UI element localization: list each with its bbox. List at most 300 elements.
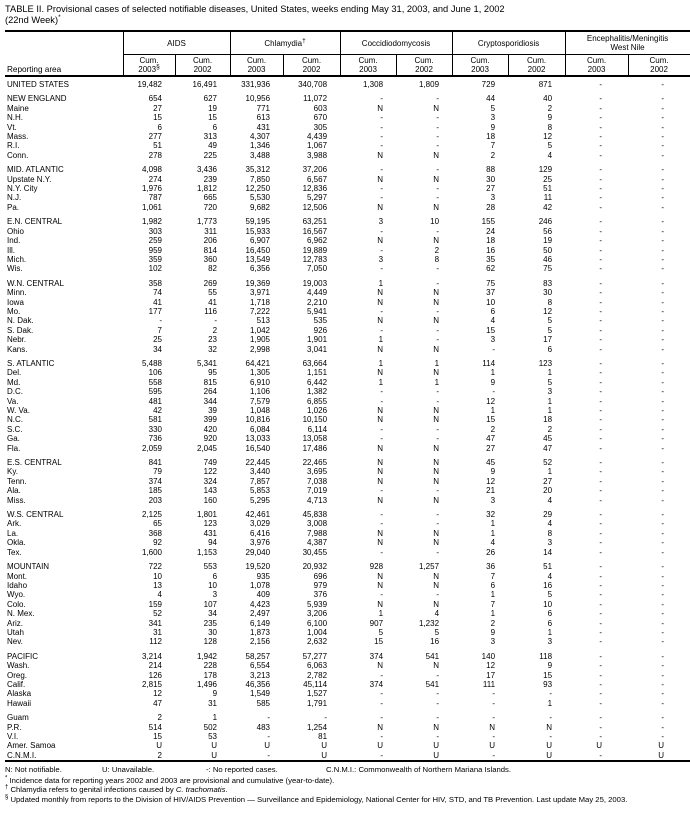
value-cell: - — [599, 344, 603, 354]
value-cell: - — [661, 495, 665, 505]
state-row — [5, 689, 690, 698]
value-cell: - — [436, 141, 440, 151]
value-cell: 4 — [547, 571, 553, 581]
state-row — [5, 298, 690, 307]
value-cell: 928 — [369, 562, 384, 572]
value-cell: - — [436, 698, 440, 708]
value-cell: - — [599, 510, 603, 520]
reporting-area-cell: Mont. — [7, 571, 28, 581]
value-cell: 203 — [148, 495, 162, 505]
value-cell: 62 — [486, 264, 496, 274]
value-cell: - — [380, 226, 384, 236]
value-cell: 603 — [313, 103, 328, 113]
value-cell: N — [377, 580, 384, 590]
value-cell: 553 — [203, 562, 218, 572]
value-cell: 4 — [490, 316, 496, 326]
value-cell: - — [599, 150, 603, 160]
value-cell: 7,579 — [249, 396, 271, 406]
value-cell: - — [267, 713, 271, 723]
value-cell: 9 — [490, 122, 496, 132]
value-cell: - — [599, 627, 603, 637]
reporting-area-cell: Md. — [7, 377, 21, 387]
value-cell: 3,436 — [196, 165, 218, 175]
value-cell: 3 — [212, 590, 218, 600]
value-cell: 11 — [543, 193, 553, 203]
value-cell: 30,455 — [302, 547, 328, 557]
value-cell: 6 — [212, 571, 218, 581]
value-cell: 49 — [208, 141, 218, 151]
reporting-area-cell: MID. ATLANTIC — [7, 165, 64, 175]
value-cell: - — [324, 713, 328, 723]
value-cell: 3 — [490, 637, 496, 647]
value-cell: 10 — [208, 580, 218, 590]
value-cell: 4,423 — [249, 599, 271, 609]
value-cell: 41 — [153, 297, 162, 307]
column-header-coccidiodomycosis-2003: Cum. 2003 — [340, 55, 396, 77]
value-cell: 6,114 — [307, 424, 328, 434]
value-cell: 595 — [148, 387, 162, 397]
reporting-area-cell: E.N. CENTRAL — [7, 217, 63, 227]
value-cell: 129 — [538, 165, 553, 175]
value-cell: N — [433, 415, 440, 425]
state-row — [5, 132, 690, 141]
value-cell: 13,058 — [302, 434, 328, 444]
reporting-area-cell: Conn. — [7, 150, 29, 160]
reporting-area-cell: Ark. — [7, 519, 22, 529]
value-cell: 358 — [148, 278, 162, 288]
value-cell: - — [661, 193, 665, 203]
value-cell: N — [377, 528, 384, 538]
state-row — [5, 425, 690, 434]
value-cell: 15 — [208, 113, 218, 123]
value-cell: 9 — [212, 689, 218, 699]
value-cell: 483 — [256, 722, 271, 732]
value-cell: 1,346 — [249, 141, 271, 151]
value-cell: - — [599, 132, 603, 142]
value-cell: 1,048 — [249, 406, 271, 415]
value-cell: N — [433, 458, 440, 468]
value-cell: 64,421 — [245, 358, 271, 368]
value-cell: 3,695 — [307, 467, 328, 477]
value-cell: U — [596, 741, 603, 751]
value-cell: - — [661, 174, 665, 184]
value-cell: U — [433, 741, 440, 751]
value-cell: 1 — [547, 406, 553, 415]
value-cell: 4 — [547, 495, 553, 505]
value-cell: 15 — [486, 415, 496, 425]
value-cell: N — [377, 288, 384, 298]
value-cell: - — [549, 732, 553, 741]
reporting-area-cell: Wis. — [7, 264, 23, 274]
value-cell: 926 — [313, 325, 328, 335]
value-cell: - — [661, 335, 665, 345]
value-cell: 1,801 — [196, 510, 218, 520]
value-cell: 585 — [256, 698, 271, 708]
reporting-area-cell: Ala. — [7, 486, 21, 496]
value-cell: 9,682 — [249, 202, 271, 212]
value-cell: - — [599, 406, 603, 415]
value-cell: N — [433, 599, 440, 609]
reporting-area-cell: PACIFIC — [7, 651, 38, 661]
value-cell: 7,019 — [307, 486, 328, 496]
legend-item: -: No reported cases. — [206, 765, 278, 775]
value-cell: 12,783 — [302, 254, 328, 264]
value-cell: N — [433, 316, 440, 326]
value-cell: 558 — [148, 377, 162, 387]
value-cell: 10 — [486, 297, 496, 307]
value-cell: - — [436, 547, 440, 557]
value-cell: 10 — [543, 599, 553, 609]
value-cell: 24 — [486, 226, 496, 236]
group-header-cryptosporidiosis: Cryptosporidiosis — [452, 31, 565, 55]
value-cell: 52 — [543, 458, 553, 468]
value-cell: 2,815 — [141, 679, 162, 689]
value-cell: 6 — [547, 344, 553, 354]
value-cell: - — [436, 94, 440, 104]
reporting-area-cell: W.N. CENTRAL — [7, 278, 64, 288]
state-row — [5, 538, 690, 547]
reporting-area-cell: D.C. — [7, 387, 23, 397]
value-cell: - — [599, 580, 603, 590]
value-cell: 3,206 — [307, 609, 328, 619]
value-cell: 3,029 — [249, 519, 271, 529]
value-cell: - — [599, 590, 603, 600]
value-cell: 5 — [547, 377, 553, 387]
value-cell: - — [436, 434, 440, 444]
value-cell: 12 — [486, 396, 496, 406]
value-cell: - — [599, 528, 603, 538]
value-cell: - — [599, 698, 603, 708]
value-cell: 12,836 — [302, 184, 328, 194]
value-cell: 16 — [543, 580, 553, 590]
value-cell: 228 — [203, 661, 218, 671]
value-cell: U — [264, 741, 271, 751]
value-cell: - — [599, 519, 603, 529]
value-cell: 535 — [313, 316, 328, 326]
value-cell: - — [380, 193, 384, 203]
value-cell: - — [661, 651, 665, 661]
footnote-marker: * — [5, 775, 8, 782]
value-cell: - — [661, 443, 665, 453]
value-cell: 6 — [547, 609, 553, 619]
value-cell: - — [492, 750, 496, 760]
value-cell: - — [661, 132, 665, 142]
value-cell: 27 — [153, 103, 162, 113]
value-cell: 1,026 — [307, 406, 328, 415]
value-cell: 1,718 — [249, 297, 271, 307]
value-cell: 5,488 — [141, 358, 162, 368]
value-cell: - — [661, 202, 665, 212]
value-cell: - — [661, 486, 665, 496]
reporting-area-cell: Nebr. — [7, 335, 27, 345]
value-cell: - — [380, 306, 384, 316]
reporting-area-cell: Maine — [7, 103, 29, 113]
value-cell: 481 — [148, 396, 162, 406]
value-cell: 920 — [203, 434, 218, 444]
footnote-marker: † — [5, 784, 9, 791]
region-row — [5, 510, 690, 519]
value-cell: - — [599, 689, 603, 699]
state-row — [5, 699, 690, 708]
state-row — [5, 529, 690, 538]
value-cell: 1 — [378, 609, 384, 619]
value-cell: 841 — [148, 458, 162, 468]
value-cell: 627 — [203, 94, 218, 104]
value-cell: - — [599, 184, 603, 194]
value-cell: 3 — [490, 495, 496, 505]
value-cell: 8 — [547, 122, 553, 132]
value-cell: - — [380, 325, 384, 335]
state-row — [5, 628, 690, 637]
value-cell: 513 — [256, 316, 271, 326]
reporting-area-cell: Calif. — [7, 679, 26, 689]
value-cell: 45,114 — [303, 679, 328, 689]
value-cell: 16,450 — [245, 245, 271, 255]
reporting-area-cell: Idaho — [7, 580, 28, 590]
value-cell: - — [492, 689, 496, 699]
region-row — [5, 562, 690, 571]
value-cell: - — [599, 713, 603, 723]
value-cell: 22,445 — [245, 458, 271, 468]
value-cell: 235 — [203, 618, 218, 628]
value-cell: - — [380, 590, 384, 600]
value-cell: 331,936 — [241, 80, 271, 89]
value-cell: 1,496 — [196, 679, 218, 689]
value-cell: 1,982 — [141, 217, 162, 227]
value-cell: 6 — [547, 618, 553, 628]
value-cell: 6,855 — [307, 396, 328, 406]
value-cell: - — [380, 750, 384, 760]
value-cell: 106 — [148, 368, 162, 378]
value-cell: 123 — [538, 358, 553, 368]
value-cell: - — [436, 396, 440, 406]
value-cell: 2 — [212, 325, 218, 335]
value-cell: N — [377, 443, 384, 453]
reporting-area-cell: Ohio — [7, 226, 24, 236]
value-cell: - — [599, 443, 603, 453]
value-cell: N — [433, 580, 440, 590]
reporting-area-cell: N.Y. City — [7, 184, 38, 194]
value-cell: 1,004 — [307, 627, 328, 637]
value-cell: - — [599, 467, 603, 477]
value-cell: 28 — [486, 202, 496, 212]
value-cell: 4 — [434, 609, 440, 619]
value-cell: 303 — [148, 226, 162, 236]
table-header — [5, 31, 690, 76]
state-row — [5, 637, 690, 646]
value-cell: 5 — [547, 590, 553, 600]
value-cell: N — [377, 538, 384, 548]
value-cell: 6,356 — [249, 264, 271, 274]
value-cell: 93 — [543, 679, 553, 689]
reporting-area-cell: Va. — [7, 396, 19, 406]
value-cell: 1,942 — [196, 651, 218, 661]
value-cell: 1,873 — [249, 627, 271, 637]
state-row — [5, 661, 690, 670]
value-cell: - — [599, 387, 603, 397]
value-cell: - — [492, 713, 496, 723]
value-cell: 13,549 — [245, 254, 271, 264]
value-cell: 3 — [490, 113, 496, 123]
state-row — [5, 175, 690, 184]
value-cell: - — [661, 184, 665, 194]
value-cell: - — [599, 547, 603, 557]
value-cell: - — [599, 732, 603, 741]
value-cell: 720 — [203, 202, 218, 212]
value-cell: 1 — [490, 609, 496, 619]
value-cell: 5,853 — [249, 486, 271, 496]
value-cell: - — [380, 424, 384, 434]
value-cell: - — [599, 750, 603, 760]
value-cell: 27 — [486, 443, 496, 453]
value-cell: 9 — [490, 377, 496, 387]
value-cell: - — [661, 368, 665, 378]
value-cell: - — [599, 722, 603, 732]
value-cell: - — [661, 590, 665, 600]
value-cell: N — [377, 476, 384, 486]
value-cell: N — [433, 476, 440, 486]
value-cell: - — [599, 358, 603, 368]
state-row — [5, 387, 690, 396]
value-cell: - — [661, 510, 665, 520]
value-cell: N — [433, 467, 440, 477]
legend-item: C.N.M.I.: Commonwealth of Northern Mariana Islands. — [326, 765, 511, 775]
value-cell: - — [661, 679, 665, 689]
value-cell: 736 — [148, 434, 162, 444]
value-cell: 4,098 — [141, 165, 162, 175]
reporting-area-cell: N.J. — [7, 193, 22, 203]
value-cell: 19,889 — [302, 245, 328, 255]
reporting-area-cell: Alaska — [7, 689, 32, 699]
state-row — [5, 378, 690, 387]
value-cell: 1,042 — [249, 325, 271, 335]
value-cell: N — [433, 174, 440, 184]
value-cell: 1 — [547, 467, 553, 477]
value-cell: - — [661, 732, 665, 741]
value-cell: - — [436, 184, 440, 194]
value-cell: 3,041 — [307, 344, 328, 354]
value-cell: - — [661, 637, 665, 647]
value-cell: 128 — [203, 637, 218, 647]
value-cell: U — [658, 741, 665, 751]
value-cell: 2 — [434, 245, 440, 255]
reporting-area-cell: Kans. — [7, 344, 28, 354]
value-cell: 311 — [204, 226, 218, 236]
footnote: * Incidence data for reporting years 2002 and 2003 are provisional and cumulative (year-to-date). — [5, 775, 335, 785]
value-cell: 44 — [486, 94, 496, 104]
value-cell: - — [380, 132, 384, 142]
value-cell: 2,156 — [249, 637, 271, 647]
value-cell: 6,442 — [307, 377, 328, 387]
value-cell: - — [661, 713, 665, 723]
value-cell: 114 — [482, 358, 496, 368]
value-cell: 3,440 — [249, 467, 271, 477]
value-cell: 1,600 — [141, 547, 162, 557]
value-cell: 729 — [481, 80, 496, 89]
value-cell: 5,297 — [307, 193, 328, 203]
value-cell: 29 — [543, 510, 553, 520]
value-cell: 20,932 — [302, 562, 328, 572]
value-cell: 5 — [547, 325, 553, 335]
value-cell: 5,295 — [249, 495, 271, 505]
value-cell: - — [599, 236, 603, 246]
value-cell: 4,713 — [307, 495, 328, 505]
value-cell: 1,153 — [196, 547, 218, 557]
state-row — [5, 434, 690, 443]
state-row — [5, 444, 690, 453]
value-cell: 26 — [486, 547, 496, 557]
value-cell: 1 — [378, 335, 384, 345]
state-row — [5, 415, 690, 424]
value-cell: 47 — [543, 443, 553, 453]
value-cell: 51 — [153, 141, 162, 151]
value-cell: - — [661, 141, 665, 151]
state-row — [5, 255, 690, 264]
value-cell: N — [377, 467, 384, 477]
reporting-area-cell: E.S. CENTRAL — [7, 458, 62, 468]
value-cell: 12 — [153, 689, 162, 699]
table-title — [5, 4, 665, 26]
value-cell: 814 — [203, 245, 218, 255]
value-cell: - — [436, 424, 440, 434]
value-cell: - — [661, 306, 665, 316]
value-cell: - — [436, 113, 440, 123]
value-cell: - — [599, 415, 603, 425]
value-cell: N — [377, 344, 384, 354]
value-cell: 63,664 — [302, 358, 328, 368]
value-cell: - — [661, 424, 665, 434]
value-cell: - — [380, 547, 384, 557]
state-row — [5, 581, 690, 590]
value-cell: 19,520 — [245, 562, 271, 572]
value-cell: 31 — [208, 698, 218, 708]
value-cell: U — [321, 741, 328, 751]
value-cell: - — [661, 150, 665, 160]
value-cell: - — [436, 510, 440, 520]
value-cell: 1 — [490, 519, 496, 529]
state-row — [5, 600, 690, 609]
reporting-area-cell: Fla. — [7, 443, 21, 453]
state-row — [5, 609, 690, 618]
state-row — [5, 406, 690, 415]
value-cell: 6,567 — [307, 174, 328, 184]
value-cell: - — [661, 396, 665, 406]
value-cell: - — [661, 316, 665, 326]
value-cell: 5 — [547, 141, 553, 151]
value-cell: - — [380, 670, 384, 680]
value-cell: - — [436, 193, 440, 203]
value-cell: - — [599, 377, 603, 387]
value-cell: 5 — [378, 627, 384, 637]
value-cell: 8 — [547, 528, 553, 538]
value-cell: U — [433, 750, 440, 760]
value-cell: 2 — [490, 424, 496, 434]
value-cell: 359 — [148, 254, 162, 264]
value-cell: 160 — [203, 495, 218, 505]
state-row — [5, 236, 690, 245]
value-cell: 6,416 — [249, 528, 271, 538]
value-cell: 21 — [486, 486, 496, 496]
value-cell: 23 — [208, 335, 218, 345]
value-cell: 42 — [543, 202, 553, 212]
value-cell: 1,308 — [363, 80, 384, 89]
value-cell: 32 — [486, 510, 496, 520]
value-cell: 1,382 — [307, 387, 328, 397]
value-cell: 30 — [208, 627, 218, 637]
value-cell: - — [380, 396, 384, 406]
state-row — [5, 123, 690, 132]
state-row — [5, 151, 690, 160]
